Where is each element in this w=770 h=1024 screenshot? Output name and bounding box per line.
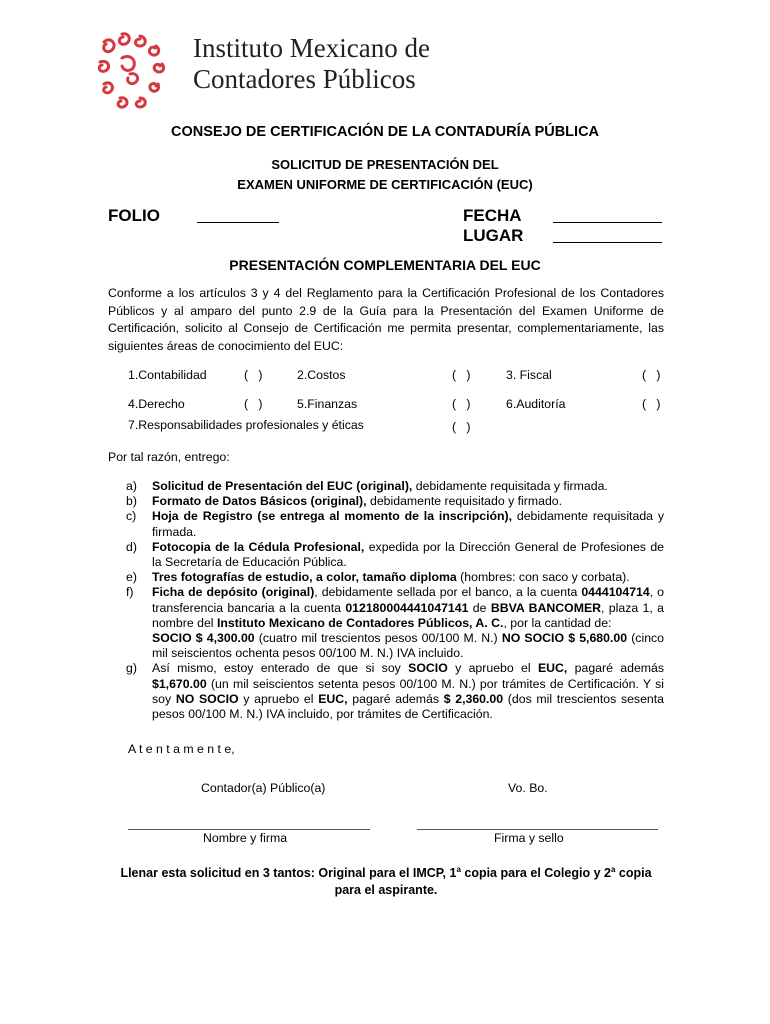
area-label: 3. Fiscal — [506, 368, 552, 382]
area-checkbox[interactable]: ( ) — [244, 368, 263, 382]
area-checkbox[interactable]: ( ) — [642, 397, 661, 411]
request-title-line2: EXAMEN UNIFORME DE CERTIFICACIÓN (EUC) — [237, 177, 533, 192]
signer-role: Contador(a) Público(a) — [201, 781, 326, 795]
closing: A t e n t a m e n t e, — [128, 742, 235, 756]
seal-caption: Firma y sello — [494, 831, 564, 845]
list-item: g) Así mismo, estoy enterado de que si soy SOCIO y apruebo el EUC, pagaré además $1,670.00 (un mil seiscientos setenta pesos 00/100 M. N.) por trámites de Certificación. Y si soy NO SOCIO y apruebo el EUC, pagaré además $ 2,360.00 (dos mil trescientos sesenta pesos 00/100 M. N.) IVA incluido, por trámites de Certificación. — [126, 661, 665, 722]
area-label: 7.Responsabilidades profesionales y éticas — [128, 418, 364, 432]
delivery-intro: Por tal razón, entrego: — [108, 450, 230, 464]
list-item: b) Formato de Datos Básicos (original), debidamente requisitado y firmado. — [126, 494, 563, 509]
lugar-label: LUGAR — [463, 226, 524, 245]
area-label: 6.Auditoría — [506, 397, 566, 411]
list-item: c) Hoja de Registro (se entrega al momento de la inscripción), debidamente requisitada y firmada. — [126, 509, 664, 539]
area-label: 4.Derecho — [128, 397, 185, 411]
area-checkbox[interactable]: ( ) — [452, 420, 471, 434]
area-checkbox[interactable]: ( ) — [244, 397, 263, 411]
copies-instruction: Llenar esta solicitud en 3 tantos: Original para el IMCP, 1$^a$ copia para el Colegio y 2$^a$ copia para el aspirante. — [120, 865, 652, 898]
section-title: PRESENTACIÓN COMPLEMENTARIA DEL EUC — [229, 257, 541, 273]
list-item: d) Fotocopia de la Cédula Profesional, expedida por la Dirección General de Profesiones de la Secretaría de Educación Pública. — [126, 539, 664, 570]
area-label: 5.Finanzas — [297, 397, 358, 411]
request-title-line1: SOLICITUD DE PRESENTACIÓN DEL — [271, 157, 499, 172]
list-item: f) Ficha de depósito (original), debidamente sellada por el banco, a la cuenta 0444104714, o transferencia bancaria a la cuenta 012180004441047141 de BBVA BANCOMER, plaza 1, a nombre del Instituto Mexicano de Contadores Públicos, A. C., por la cantidad de: SOCIO $ 4,300.00 (cuatro mil trescientos pesos 00/100 M. N.) NO SOCIO $ 5,680.00 (cinco mil seiscientos ochenta pesos 00/100 M. N.) IVA incluido. — [126, 585, 665, 661]
requirements-list — [108, 479, 664, 722]
signature-caption: Nombre y firma — [203, 831, 288, 845]
org-name-line1: Instituto Mexicano de — [193, 33, 430, 63]
lugar-field[interactable] — [553, 242, 662, 243]
seal-signature-line[interactable] — [417, 829, 658, 830]
approval-label: Vo. Bo. — [508, 781, 548, 795]
intro-paragraph: Conforme a los artículos 3 y 4 del Reglamento para la Certificación Profesional de los Contadores Públicos y al amparo del punto 2.9 de la Guía para la Presentación del Examen Uniforme de Certificación, solicito al Consejo de Certificación me permita presentar, complementariamente, las siguientes áreas de conocimiento del EUC: — [108, 286, 664, 353]
area-checkbox[interactable]: ( ) — [452, 368, 471, 382]
org-name-line2: Contadores Públicos — [193, 64, 416, 94]
council-title: CONSEJO DE CERTIFICACIÓN DE LA CONTADURÍA PÚBLICA — [170, 124, 600, 140]
folio-field[interactable] — [197, 222, 279, 223]
list-item: a) Solicitud de Presentación del EUC (original), debidamente requisitada y firmada. — [126, 479, 608, 493]
list-item: e) Tres fotografías de estudio, a color, tamaño diploma (hombres: con saco y corbata). — [126, 570, 630, 585]
fecha-label: FECHA — [463, 206, 522, 225]
area-label: 2.Costos — [297, 368, 346, 382]
area-checkbox[interactable]: ( ) — [452, 397, 471, 411]
signature-line[interactable] — [128, 829, 370, 830]
imcp-logo-icon — [92, 28, 174, 110]
fecha-field[interactable] — [553, 222, 662, 223]
area-checkbox[interactable]: ( ) — [642, 368, 661, 382]
folio-label: FOLIO — [108, 206, 160, 225]
area-label: 1.Contabilidad — [128, 368, 207, 382]
